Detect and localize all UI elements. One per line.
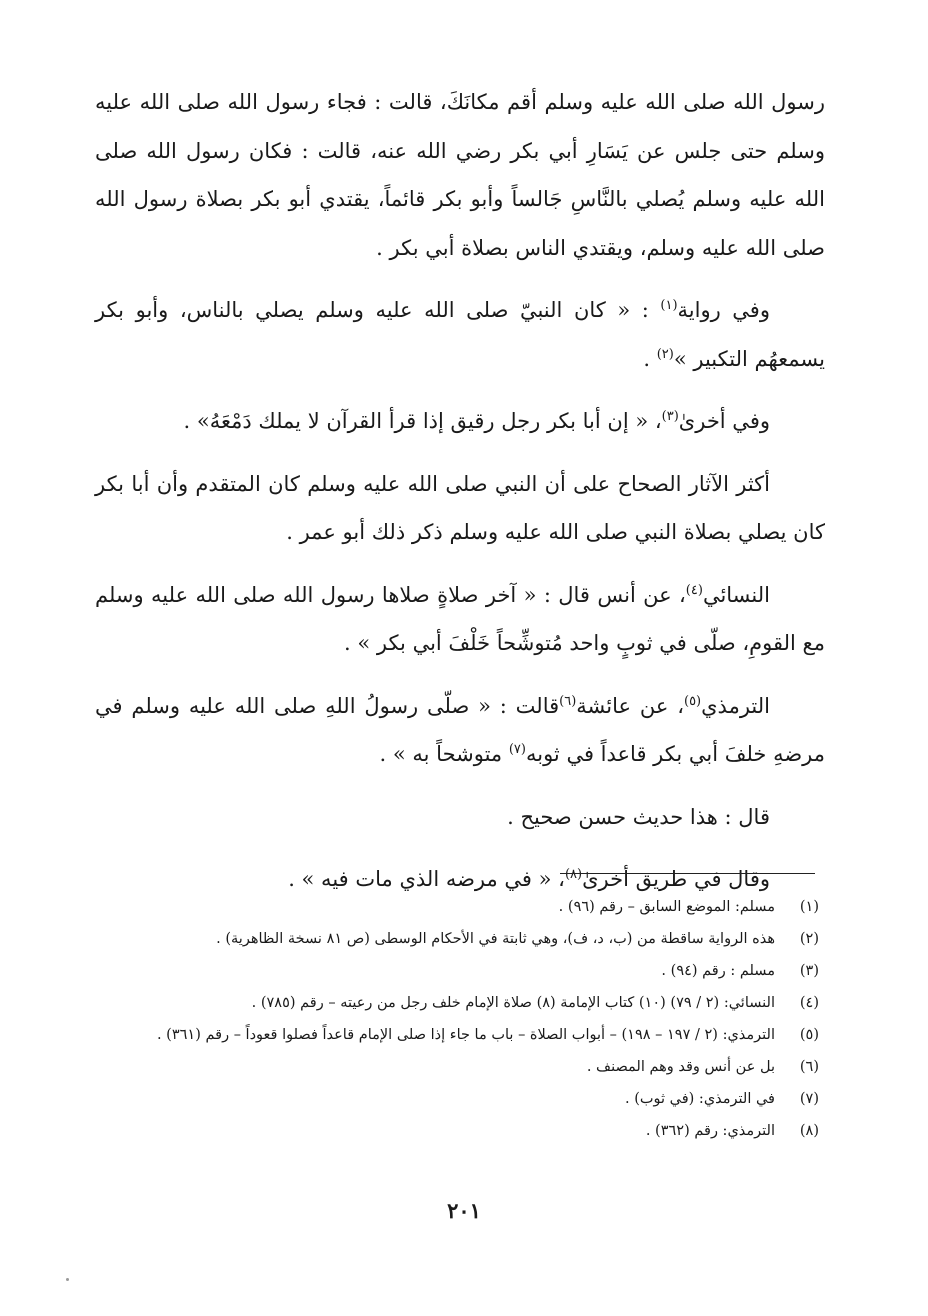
- footnote-text: هذه الرواية ساقطة من (ب، د، ف)، وهي ثابتة في الأحكام الوسطى (ص ٨١ نسخة الظاهرية) .: [216, 931, 775, 947]
- scan-speck: [66, 1278, 69, 1281]
- footnote-number: (١): [799, 899, 819, 915]
- footnote-ref: (٦): [559, 693, 577, 709]
- text-run: النسائي: [702, 582, 770, 607]
- paragraph-7: قال : هذا حديث حسن صحيح .: [507, 804, 770, 829]
- footnote-number: (٣): [799, 963, 819, 979]
- paragraph-4: أكثر الآثار الصحاح على أن النبي صلى الله عليه وسلم كان المتقدم وأن أبا بكر كان يصلي بصلاة النبي صلى الله عليه وسلم ذكر ذلك أبو عمر .: [95, 471, 825, 544]
- main-text: [95, 78, 825, 918]
- footnote-text: الترمذي: رقم (٣٦٢) .: [645, 1123, 775, 1139]
- text-run: ، « إن أبا بكر رجل رقيق إذا قرأ القرآن لا يملك دَمْعَهُ» .: [183, 409, 662, 433]
- footnote-number: (٨): [799, 1123, 819, 1139]
- footnote-ref: (٣): [661, 409, 679, 424]
- text-run: وفي رواية: [677, 298, 770, 322]
- text-run: الترمذي: [701, 693, 770, 718]
- paragraph-1: رسول الله صلى الله عليه وسلم أقم مكانَكَ، قالت : فجاء رسول الله صلى الله عليه وسلم حتى جلس عن يَسَارِ أبي بكر رضي الله عنه، قالت : فكان رسول الله صلى الله عليه وسلم يُصلي بالنَّاسِ جَالساً وأبو بكر قائماً، يقتدي أبو بكر بصلاة رسول الله صلى الله عليه وسلم، ويقتدي الناس بصلاة أبي بكر .: [95, 90, 825, 260]
- footnote-ref: (٨): [564, 867, 583, 882]
- footnote-text: بل عن أنس وقد وهم المصنف .: [586, 1059, 775, 1075]
- footnote-ref: (٥): [683, 693, 702, 709]
- footnote-number: (٥): [799, 1027, 819, 1043]
- text-run: قالت : « صلّى رسولُ اللهِ صلى الله عليه وسلم في مرضهِ خلفَ أبي بكر قاعداً في ثوبه: [95, 693, 825, 766]
- footnote-number: (٢): [799, 931, 819, 947]
- footnote-ref: (١): [660, 298, 678, 313]
- text-run: : « كان النبيّ صلى الله عليه وسلم يصلي بالناس، وأبو بكر يسمعهُم التكبير »: [95, 298, 825, 371]
- page-number: ٢٠١: [447, 1198, 481, 1223]
- footnote-text: النسائي: (٢ / ٧٩) (١٠) كتاب الإمامة (٨) صلاة الإمام خلف رجل من رعيته – رقم (٧٨٥) .: [251, 995, 775, 1011]
- footnote-ref: (٢): [656, 346, 674, 362]
- footnotes: [95, 893, 825, 1149]
- footnote: [95, 1085, 825, 1114]
- paragraph-5: [95, 571, 825, 668]
- footnote-text: مسلم : رقم (٩٤) .: [661, 963, 775, 979]
- footnote: [95, 957, 825, 986]
- paragraph-3: [95, 397, 825, 446]
- text-run: ، « في مرضه الذي مات فيه » .: [288, 867, 565, 891]
- footnote-ref: (٧): [508, 742, 526, 757]
- text-run: وفي أخرىٰ: [678, 409, 770, 433]
- footnote: [95, 893, 825, 922]
- footnote-separator: [560, 873, 815, 874]
- footnote: [95, 989, 825, 1018]
- footnote: [95, 1117, 825, 1146]
- text-run: .: [643, 346, 657, 371]
- footnote-ref: (٤): [685, 582, 703, 598]
- text-run: ، عن عائشة: [576, 693, 684, 718]
- footnote-text: في الترمذي: (في ثوب) .: [624, 1091, 775, 1107]
- text-run: ، عن أنس قال : « آخر صلاةٍ صلاها رسول الله صلى الله عليه وسلم مع القومِ، صلّى في ثوبٍ واحد مُتوشِّحاً خَلْفَ أبي بكر » .: [95, 582, 825, 655]
- footnote: [95, 925, 825, 954]
- footnote: [95, 1021, 825, 1050]
- paragraph-6: [95, 682, 825, 779]
- paragraph-2: [95, 286, 825, 383]
- text-run: متوشحاً به » .: [379, 742, 509, 766]
- footnote-text: الترمذي: (٢ / ١٩٧ – ١٩٨) – أبواب الصلاة – باب ما جاء إذا صلى الإمام قاعداً فصلوا قعوداً – رقم (٣٦١) .: [156, 1027, 775, 1043]
- footnote-number: (٤): [799, 995, 819, 1011]
- footnote-text: مسلم: الموضع السابق – رقم (٩٦) .: [558, 899, 775, 915]
- text-run: وقال في طريق أخرىٰ: [582, 867, 770, 891]
- footnote-number: (٧): [799, 1091, 819, 1107]
- footnote: [95, 1053, 825, 1082]
- footnote-number: (٦): [799, 1059, 819, 1075]
